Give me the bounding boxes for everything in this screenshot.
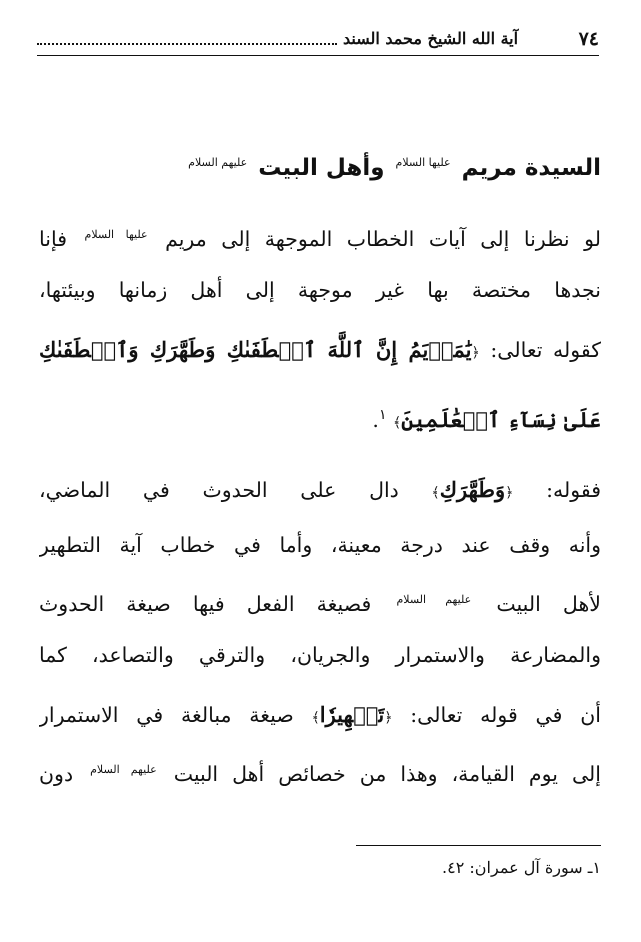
text-line: نجدها مختصة بها غير موجهة إلى أهل زمانها وبيئتها، [39, 278, 601, 302]
quran-bracket-open: ﴿ [505, 485, 514, 501]
text-line [39, 695, 601, 735]
quran-verse: عَلَىٰ نِسَآءِ ٱلۡعَٰلَمِينَ [401, 406, 601, 432]
text-line [39, 470, 601, 510]
honorific-mark: عليها السلام [395, 156, 451, 170]
section-title [41, 155, 601, 181]
footnote-divider [356, 845, 601, 846]
honorific-mark: عليها السلام [84, 228, 148, 241]
quran-bracket-close: ﴾ [311, 710, 320, 726]
quran-word: وَطَهَّرَكِ [439, 477, 506, 502]
quran-bracket-close: ﴾ [431, 485, 440, 501]
book-title: آية الله الشيخ محمد السند [343, 29, 519, 48]
quran-bracket-open: ﴿ [384, 710, 393, 726]
text-segment: دال على الحدوث في الماضي، [39, 478, 399, 502]
quran-verse: يَٰمَرۡيَمُ إِنَّ ٱللَّهَ ٱصۡطَفَىٰكِ وَطَهَّرَكِ وَٱصۡطَفَىٰكِ [39, 337, 472, 362]
section-title-part1: السيدة مريم [461, 155, 601, 181]
text-segment: فقوله: [546, 478, 601, 502]
page-number: ٧٤ [578, 27, 599, 50]
running-title [37, 29, 518, 48]
quran-bracket-open: ﴿ [471, 345, 480, 361]
section-title-part2: وأهل البيت [258, 155, 385, 181]
text-line: وأنه وقف عند درجة معينة، وأما في خطاب آية التطهير [39, 533, 601, 557]
quran-bracket-close: ﴾ [393, 414, 402, 431]
text-segment: فإنا [39, 226, 67, 251]
text-segment: صيغة مبالغة في الاستمرار [39, 703, 294, 727]
text-segment: فصيغة الفعل فيها صيغة الحدوث [39, 591, 372, 616]
text-line: والمضارعة والاستمرار والجريان، والترقي والتصاعد، كما [39, 643, 601, 667]
text-line [39, 580, 601, 620]
text-segment: دون [39, 761, 74, 786]
leader-dots [37, 33, 337, 45]
honorific-mark: عليهم السلام [90, 763, 157, 776]
footnote: ١ـ سورة آل عمران: ٤٢. [442, 858, 601, 877]
text-segment: لأهل البيت [496, 591, 601, 616]
text-line [39, 750, 601, 790]
honorific-mark: عليهم السلام [396, 593, 472, 606]
text-segment: أن في قوله تعالى: [410, 703, 601, 727]
text-line [39, 215, 601, 255]
text-segment: كقوله تعالى: [490, 338, 601, 362]
text-line: عَلَىٰ نِسَآءِ ٱلۡعَٰلَمِينَ﴾ $^١$. [372, 406, 601, 432]
page-header [37, 22, 599, 56]
honorific-mark: عليهم السلام [188, 156, 248, 170]
quran-word: تَطۡهِيرٗا [319, 702, 385, 727]
text-segment: لو نظرنا إلى آيات الخطاب الموجهة إلى مريم [165, 226, 601, 251]
text-line [39, 330, 601, 370]
text-segment: إلى يوم القيامة، وهذا من خصائص أهل البيت [173, 761, 601, 786]
footnote-mark: ١ [378, 407, 387, 423]
